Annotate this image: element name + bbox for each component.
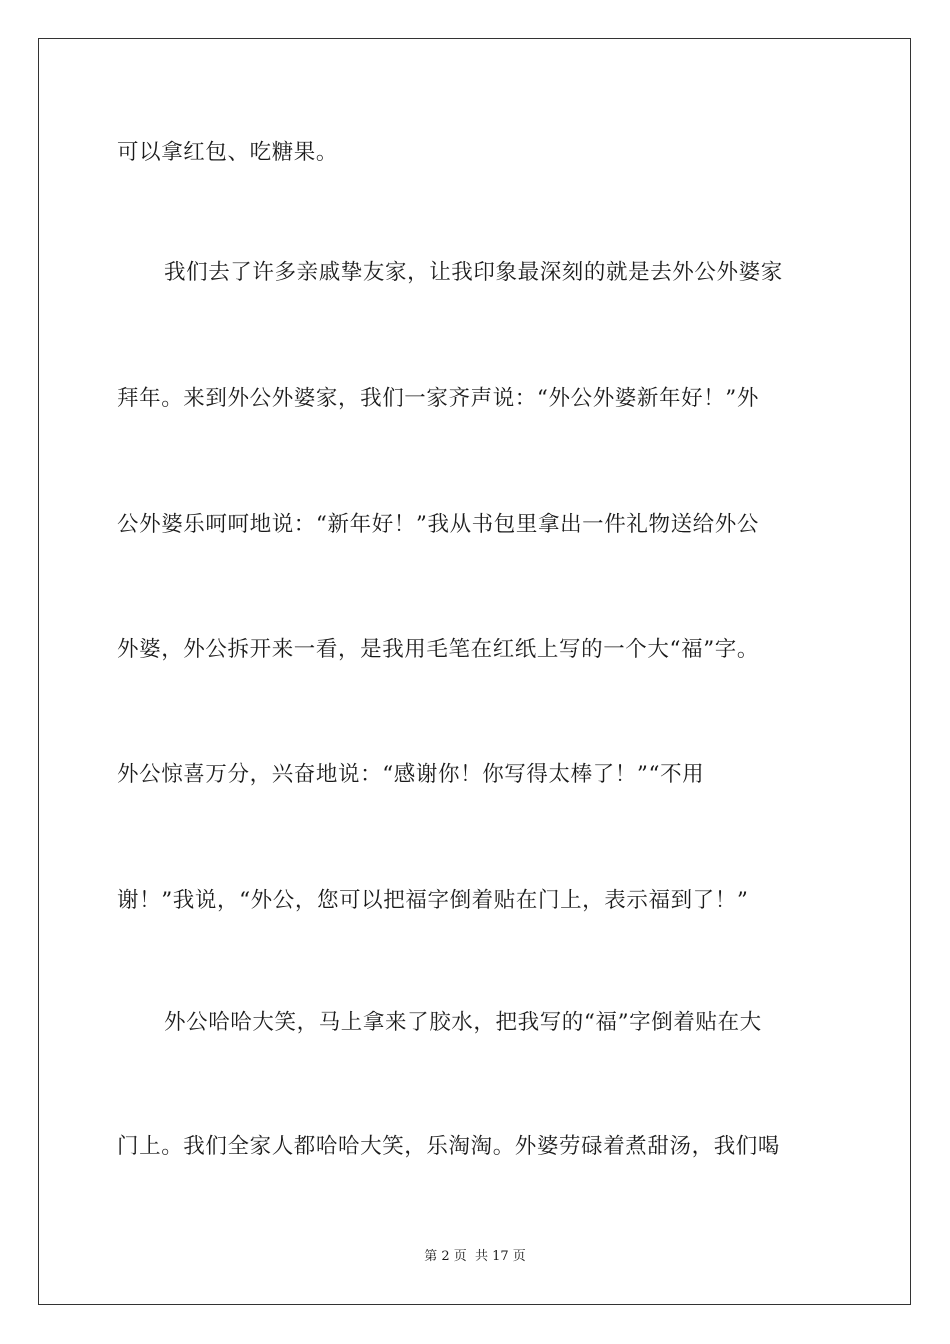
body-text-line: 外婆，外公拆开来一看，是我用毛笔在红纸上写的一个大“福”字。 bbox=[117, 637, 759, 662]
body-text-line: 可以拿红包、吃糖果。 bbox=[117, 140, 339, 165]
paragraph-first-line: 我们去了许多亲戚挚友家，让我印象最深刻的就是去外公外婆家 bbox=[164, 260, 783, 285]
body-text-line: 外公惊喜万分，兴奋地说：“感谢你！你写得太棒了！”“不用 bbox=[117, 762, 705, 787]
page-number-footer: 第 2 页 共 17 页 bbox=[424, 1249, 526, 1264]
paragraph-first-line: 外公哈哈大笑，马上拿来了胶水，把我写的“福”字倒着贴在大 bbox=[164, 1010, 762, 1035]
body-text-line: 公外婆乐呵呵地说：“新年好！”我从书包里拿出一件礼物送给外公 bbox=[117, 512, 759, 537]
body-text-line: 谢！”我说，“外公，您可以把福字倒着贴在门上，表示福到了！” bbox=[117, 888, 749, 913]
body-text-line: 门上。我们全家人都哈哈大笑，乐淘淘。外婆劳碌着煮甜汤，我们喝 bbox=[117, 1134, 781, 1159]
page-border bbox=[38, 38, 911, 1305]
body-text-line: 拜年。来到外公外婆家，我们一家齐声说：“外公外婆新年好！”外 bbox=[117, 386, 759, 411]
